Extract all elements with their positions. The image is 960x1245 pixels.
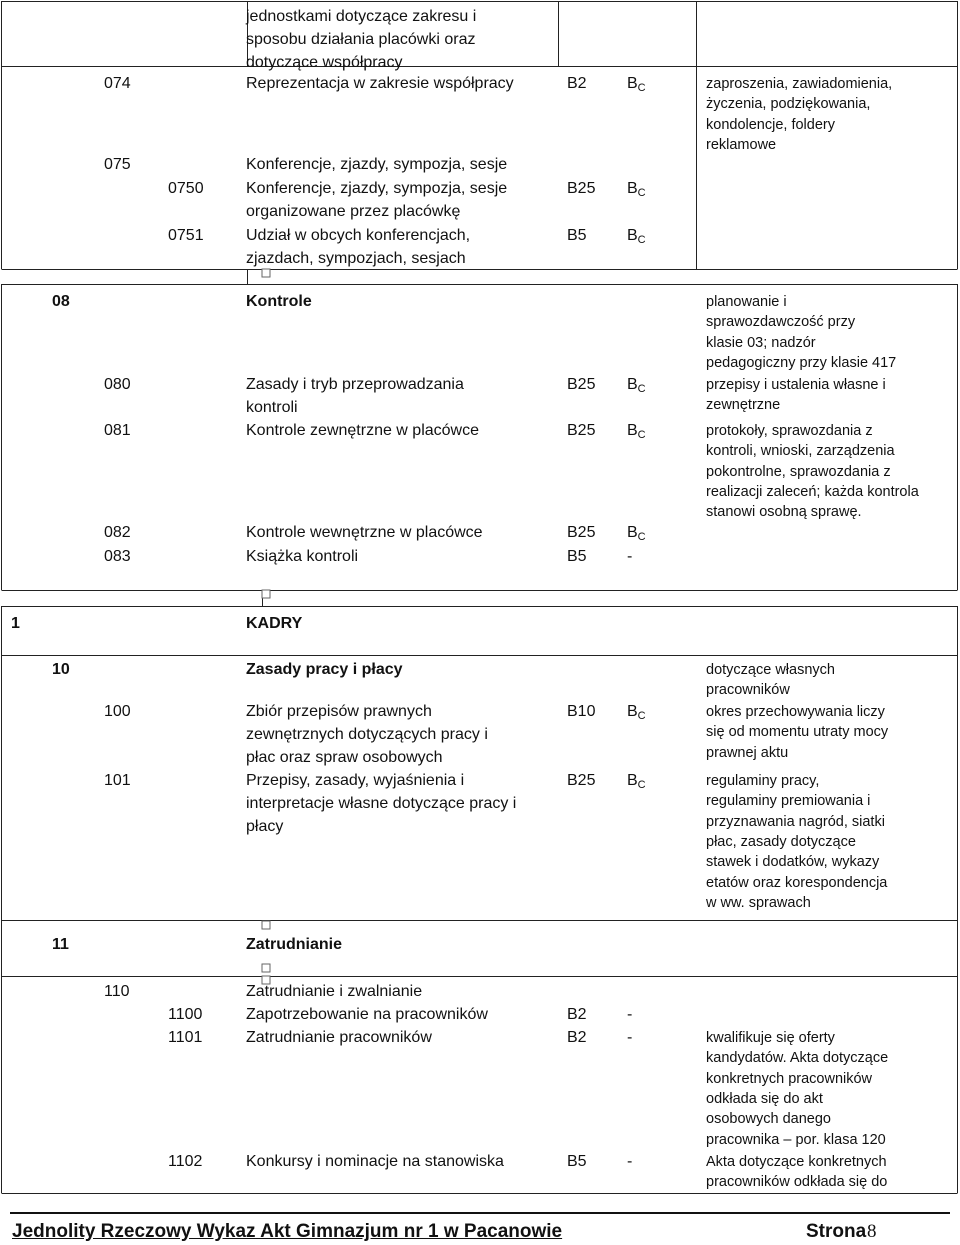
row-note: kontroli, wnioski, zarządzenia — [706, 443, 895, 460]
category-subscript: C — [637, 187, 646, 199]
cell-marker — [262, 964, 270, 972]
category-symbol: B5 — [567, 227, 587, 244]
footer-title: Jednolity Rzeczowy Wykaz Akt Gimnazjum nr 1 w Pacanowie — [12, 1221, 563, 1242]
row-note: odkłada się do akt — [706, 1090, 823, 1107]
row-code: 080 — [104, 376, 131, 393]
row-code: 101 — [104, 772, 131, 789]
row-note: pracownika – por. klasa 120 — [706, 1131, 886, 1148]
category-sub — [627, 419, 646, 447]
footer-rule — [10, 1212, 950, 1214]
row-code: 08 — [52, 293, 70, 310]
row-description: organizowane przez placówkę — [246, 203, 461, 220]
row-description: Zapotrzebowanie na pracowników — [246, 1006, 488, 1023]
category-sub — [627, 177, 646, 205]
row-note: życzenia, podziękowania, — [706, 96, 871, 113]
category-sub-letter: - — [627, 548, 633, 565]
category-sub — [627, 1026, 632, 1049]
category-sub — [627, 1150, 632, 1173]
category-sub — [627, 373, 646, 401]
row-note: kwalifikuje się oferty — [706, 1030, 835, 1046]
row-note: Akta dotyczące konkretnych — [706, 1154, 887, 1170]
category-symbol: B25 — [567, 524, 596, 541]
row-note: osobowych danego — [706, 1111, 831, 1128]
row-description: Zatrudnianie pracowników — [246, 1029, 432, 1046]
category-symbol: B2 — [567, 75, 587, 92]
row-description: Konferencje, zjazdy, sympozja, sesje — [246, 156, 508, 173]
category-sub-letter: - — [627, 1153, 633, 1170]
row-description: Kontrole wewnętrzne w placówce — [246, 524, 483, 541]
cell-marker — [262, 921, 270, 929]
cell-marker — [262, 269, 270, 277]
row-code: 1100 — [168, 1006, 203, 1023]
category-sub — [627, 769, 646, 797]
row-note: protokoły, sprawozdania z — [706, 423, 873, 439]
row-note: przyznawania nagród, siatki — [706, 813, 885, 830]
row-code: 075 — [104, 156, 131, 173]
category-sub-letter: B — [627, 524, 638, 541]
row-note: klasie 03; nadzór — [706, 334, 816, 351]
row-code: 100 — [104, 703, 131, 720]
row-description: interpretacje własne dotyczące pracy i — [246, 795, 517, 812]
row-note: pracowników odkłada się do — [706, 1174, 888, 1191]
row-note: pracowników — [706, 682, 790, 699]
row-note: pokontrolne, sprawozdania z — [706, 463, 891, 480]
category-subscript: C — [637, 710, 646, 722]
row-note: w ww. sprawach — [706, 894, 811, 911]
row-code: 1101 — [168, 1029, 203, 1046]
category-symbol: B25 — [567, 422, 596, 439]
row-note: kondolencje, foldery — [706, 116, 835, 133]
row-note: stawek i dodatków, wykazy — [706, 854, 880, 871]
row-description: dotyczące współpracy — [246, 54, 403, 71]
row-description: Zatrudnianie i zwalnianie — [246, 983, 423, 1000]
row-note: stanowi osobną sprawę. — [706, 504, 862, 521]
row-description: sposobu działania placówki oraz — [246, 31, 476, 48]
row-code: 110 — [104, 983, 130, 1000]
category-sub — [627, 1003, 632, 1026]
category-symbol: B25 — [567, 772, 596, 789]
category-symbol: B2 — [567, 1029, 587, 1046]
row-description: jednostkami dotyczące zakresu i — [246, 8, 477, 25]
row-description: kontroli — [246, 399, 298, 416]
category-symbol: B25 — [567, 180, 596, 197]
row-description: zjazdach, sympozjach, sesjach — [246, 250, 466, 267]
category-subscript: C — [637, 82, 646, 94]
row-description: Zbiór przepisów prawnych — [246, 703, 432, 720]
category-subscript: C — [637, 429, 646, 441]
category-sub-letter: - — [627, 1006, 633, 1023]
category-sub-letter: B — [627, 376, 638, 393]
row-note: sprawozdawczość przy — [706, 314, 856, 331]
row-note: dotyczące własnych — [706, 662, 835, 678]
cell-marker — [262, 590, 270, 598]
row-description: Kontrole — [246, 293, 312, 310]
category-symbol: B5 — [567, 1153, 587, 1170]
category-sub-letter: - — [627, 1029, 633, 1046]
category-symbol: B2 — [567, 1006, 587, 1023]
row-description: płac oraz spraw osobowych — [246, 749, 443, 766]
row-note: zewnętrzne — [706, 397, 781, 414]
row-description: Zasady i tryb przeprowadzania — [246, 376, 464, 393]
row-description: KADRY — [246, 615, 303, 632]
category-sub-letter: B — [627, 703, 638, 720]
row-description: płacy — [246, 818, 284, 835]
row-note: się od momentu utraty mocy — [706, 724, 889, 741]
row-code: 074 — [104, 75, 131, 92]
row-code: 0750 — [168, 180, 204, 197]
category-sub — [627, 72, 646, 100]
row-description: zewnętrznych dotyczących pracy i — [246, 726, 488, 743]
category-subscript: C — [637, 779, 646, 791]
category-sub — [627, 224, 646, 252]
row-note: planowanie i — [706, 294, 787, 310]
category-sub — [627, 545, 632, 568]
category-subscript: C — [637, 531, 646, 543]
row-code: 081 — [104, 422, 131, 439]
category-subscript: C — [637, 234, 646, 246]
row-code: 082 — [104, 524, 131, 541]
row-note: reklamowe — [706, 136, 777, 153]
row-description: Konkursy i nominacje na stanowiska — [246, 1153, 504, 1170]
category-sub-letter: B — [627, 772, 638, 789]
category-sub-letter: B — [627, 422, 638, 439]
category-sub — [627, 700, 646, 728]
row-note: realizacji zaleceń; każda kontrola — [706, 483, 919, 500]
row-note: pedagogiczny przy klasie 417 — [706, 354, 897, 371]
row-description: Książka kontroli — [246, 548, 359, 565]
row-code: 10 — [52, 661, 70, 678]
footer-page-label: Strona — [806, 1221, 867, 1242]
category-symbol: B10 — [567, 703, 596, 720]
row-note: zaproszenia, zawiadomienia, — [706, 76, 893, 92]
row-description: Reprezentacja w zakresie współpracy — [246, 75, 514, 92]
row-code: 11 — [52, 936, 69, 953]
footer-page-number: 8 — [867, 1221, 877, 1242]
row-note: przepisy i ustalenia własne i — [706, 377, 886, 393]
row-code: 1102 — [168, 1153, 203, 1170]
category-sub-letter: B — [627, 227, 638, 244]
row-note: etatów oraz korespondencja — [706, 874, 888, 891]
row-note: konkretnych pracowników — [706, 1070, 873, 1087]
category-subscript: C — [637, 383, 646, 395]
category-sub-letter: B — [627, 180, 638, 197]
row-note: regulaminy pracy, — [706, 773, 820, 789]
category-symbol: B5 — [567, 548, 587, 565]
row-code: 0751 — [168, 227, 204, 244]
row-code: 1 — [11, 615, 20, 632]
row-note: okres przechowywania liczy — [706, 704, 885, 720]
row-note: kandydatów. Akta dotyczące — [706, 1050, 889, 1067]
category-sub-letter: B — [627, 75, 638, 92]
row-description: Przepisy, zasady, wyjaśnienia i — [246, 772, 465, 789]
row-description: Zatrudnianie — [246, 936, 343, 953]
row-description: Udział w obcych konferencjach, — [246, 227, 471, 244]
row-note: prawnej aktu — [706, 744, 789, 761]
row-note: płac, zasady dotyczące — [706, 833, 856, 850]
row-note: regulaminy premiowania i — [706, 793, 871, 810]
row-description: Zasady pracy i płacy — [246, 661, 403, 678]
row-description: Kontrole zewnętrzne w placówce — [246, 422, 480, 439]
row-code: 083 — [104, 548, 131, 565]
row-description: Konferencje, zjazdy, sympozja, sesje — [246, 180, 508, 197]
category-symbol: B25 — [567, 376, 596, 393]
